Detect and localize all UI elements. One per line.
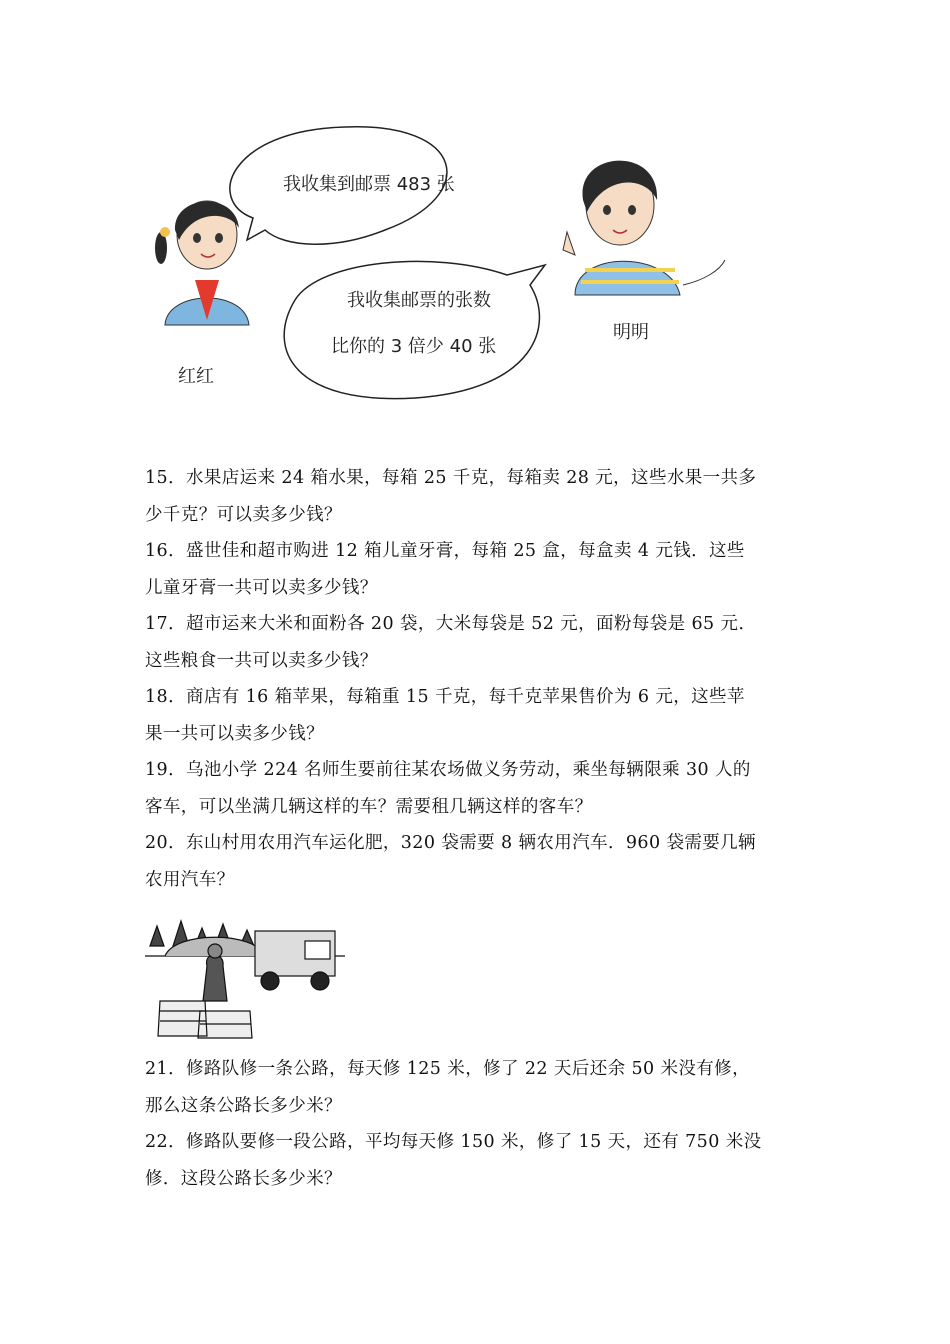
problem-text: 乌池小学 224 名师生要前往某农场做义务劳动，乘坐每辆限乘 30 人的 [185, 760, 751, 780]
problem-text: 这些粮食一共可以卖多少钱？ [145, 650, 378, 671]
problem-text: 果一共可以卖多少钱？ [145, 723, 324, 744]
problem-number: 20． [145, 833, 186, 853]
problem-number: 17． [145, 614, 186, 634]
truck-wheel [311, 972, 329, 990]
problem-number: 22． [145, 1132, 186, 1152]
problem-16 [145, 533, 815, 606]
problem-text: 那么这条公路长多少米？ [145, 1095, 342, 1116]
problem-18 [145, 679, 815, 752]
problem-text: 少千克？可以卖多少钱？ [145, 504, 342, 525]
problem-15 [145, 460, 815, 533]
truck-illustration [145, 906, 345, 1041]
worker [203, 955, 227, 1001]
problem-text: 修路队要修一段公路，平均每天修 150 米，修了 15 天，还有 750 米没 [185, 1132, 762, 1152]
fertilizer-bags [158, 1001, 252, 1038]
bubble-bottom-text-line1: 我收集邮票的张数 [347, 290, 491, 311]
problem-number: 18． [145, 687, 186, 707]
boy-figure [563, 161, 725, 295]
dialogue-illustration [135, 120, 755, 420]
bubble-bottom-text-line2: 比你的 3 倍少 40 张 [331, 336, 497, 357]
problem-text: 儿童牙膏一共可以卖多少钱？ [145, 577, 378, 598]
dialogue-drawing [135, 120, 755, 420]
problem-22 [145, 1124, 815, 1197]
problem-number: 19． [145, 760, 186, 780]
problem-number: 16． [145, 541, 186, 561]
problem-text: 水果店运来 24 箱水果，每箱 25 千克，每箱卖 28 元，这些水果一共多 [185, 468, 757, 488]
speech-bubble-bottom [284, 261, 545, 398]
problem-19 [145, 752, 815, 825]
problem-number: 21． [145, 1059, 186, 1079]
problem-list [145, 460, 815, 1197]
problem-text: 东山村用农用汽车运化肥，320 袋需要 8 辆农用汽车．960 袋需要几辆 [185, 833, 756, 853]
problem-text: 超市运来大米和面粉各 20 袋，大米每袋是 52 元，面粉每袋是 65 元． [185, 614, 757, 634]
problem-20 [145, 825, 815, 898]
problem-text: 修．这段公路长多少米？ [145, 1168, 342, 1189]
problem-text: 修路队修一条公路，每天修 125 米，修了 22 天后还余 50 米没有修， [185, 1059, 750, 1079]
truck-wheel [261, 972, 279, 990]
girl-name-label: 红红 [178, 366, 214, 387]
problem-text: 农用汽车？ [145, 869, 235, 890]
problem-21 [145, 1051, 815, 1124]
girl-figure [155, 201, 249, 325]
problem-text: 客车，可以坐满几辆这样的车？需要租几辆这样的客车？ [145, 796, 593, 817]
problem-text: 盛世佳和超市购进 12 箱儿童牙膏，每箱 25 盒，每盒卖 4 元钱．这些 [185, 541, 745, 561]
bubble-top-text: 我收集到邮票 483 张 [283, 174, 455, 195]
problem-number: 15． [145, 468, 186, 488]
problem-text: 商店有 16 箱苹果，每箱重 15 千克，每千克苹果售价为 6 元，这些苹 [185, 687, 745, 707]
problem-17 [145, 606, 815, 679]
boy-name-label: 明明 [613, 322, 649, 343]
